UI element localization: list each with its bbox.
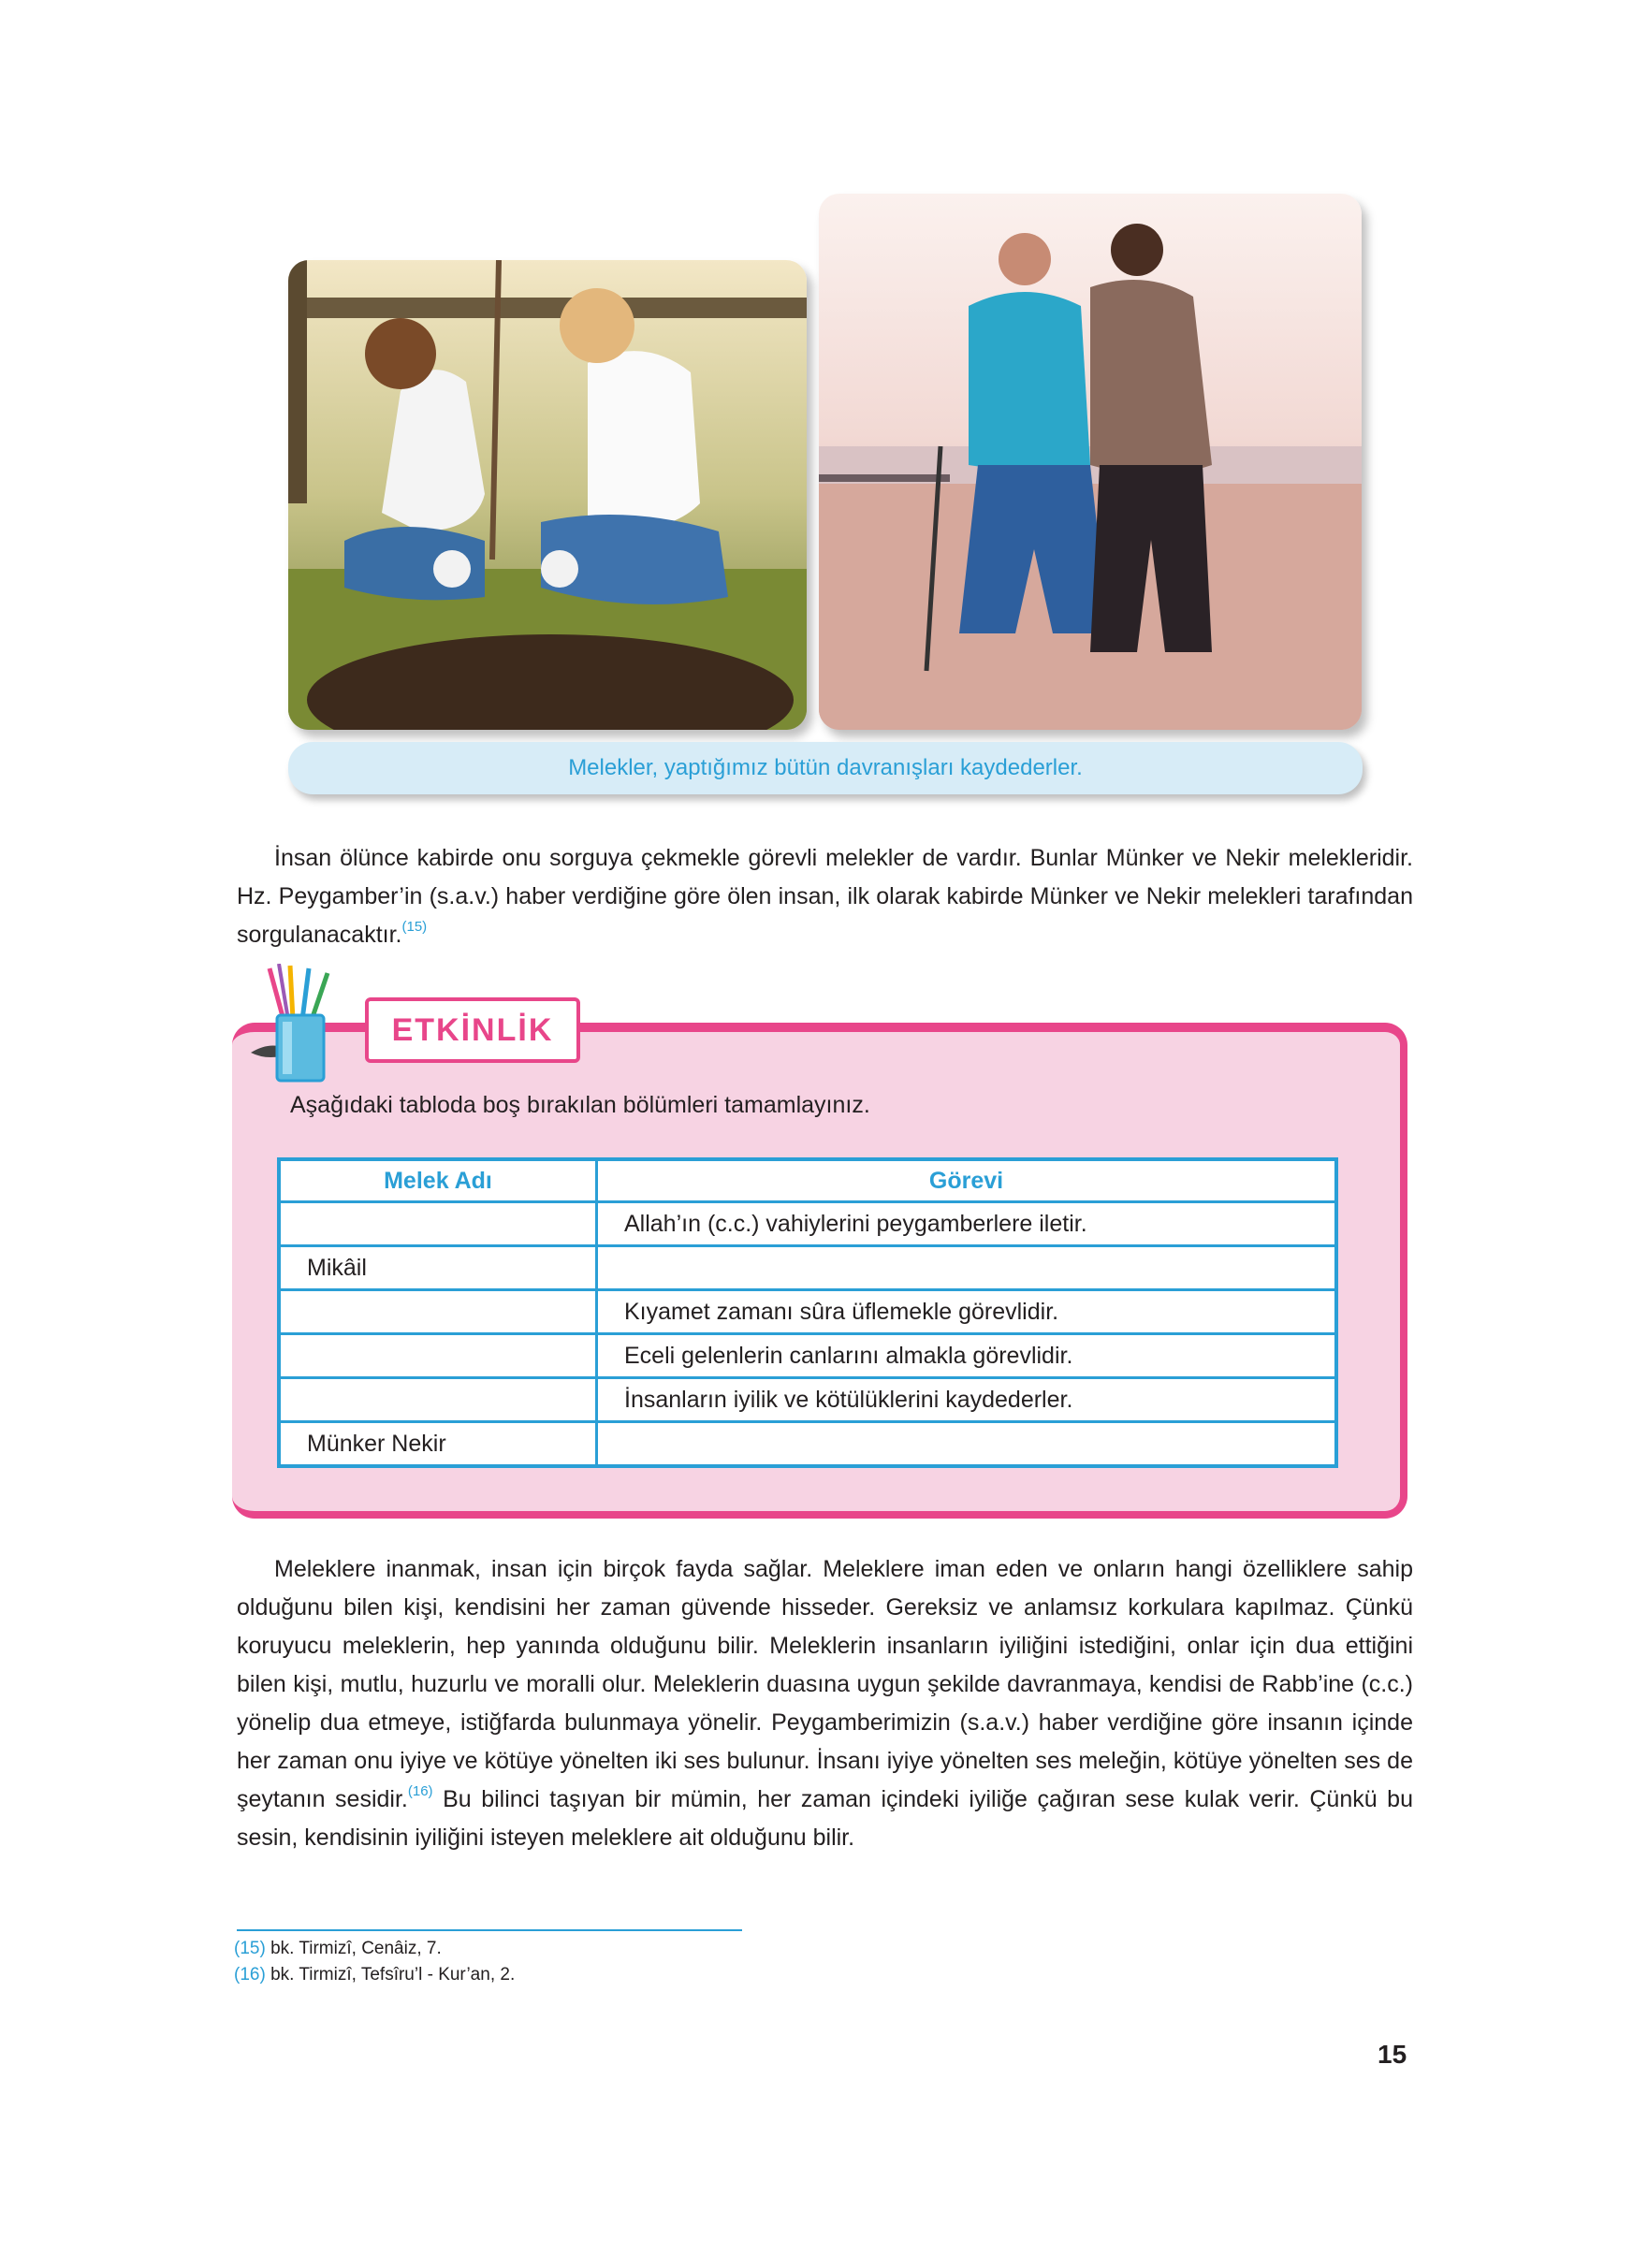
pencil-cup-icon — [241, 964, 354, 1085]
duty-cell[interactable]: Kıyamet zamanı sûra üflemekle görevlidir. — [597, 1290, 1337, 1334]
angel-name-cell[interactable] — [279, 1334, 597, 1378]
angel-name-cell[interactable]: Mikâil — [279, 1246, 597, 1290]
duty-cell[interactable] — [597, 1422, 1337, 1467]
table-row — [279, 1378, 1336, 1422]
table-row — [279, 1202, 1336, 1246]
footnote-number: (15) — [234, 1939, 266, 1958]
activity-title-tab — [365, 997, 580, 1063]
footnote-15 — [234, 1939, 442, 1959]
duty-cell[interactable]: Allah’ın (c.c.) vahiylerini peygamberlere iletir. — [597, 1202, 1337, 1246]
footnote-ref-15[interactable]: (15) — [401, 919, 428, 935]
paragraph-2-text-b: Bu bilinci taşıyan bir mümin, her zaman içindeki iyiliğe çağıran sese kulak verir. Çünkü bu sesin, kendisinin iyiliğini isteyen meleklere ait olduğunu bilir. — [237, 1786, 1413, 1851]
activity-instruction: Aşağıdaki tabloda boş bırakılan bölümleri tamamlayınız. — [290, 1092, 870, 1118]
table-row — [279, 1290, 1336, 1334]
angel-name-cell[interactable] — [279, 1290, 597, 1334]
footnote-number: (16) — [234, 1965, 266, 1985]
column-header-angel-name: Melek Adı — [279, 1159, 597, 1202]
footnote-divider — [237, 1929, 742, 1931]
column-header-duty: Görevi — [597, 1159, 1337, 1202]
paragraph-1 — [237, 839, 1413, 954]
footnote-16 — [234, 1965, 515, 1985]
angel-name-cell[interactable] — [279, 1378, 597, 1422]
duty-cell[interactable] — [597, 1246, 1337, 1290]
footnote-ref-16[interactable]: (16) — [407, 1783, 433, 1799]
duty-cell[interactable]: İnsanların iyilik ve kötülüklerini kaydederler. — [597, 1378, 1337, 1422]
footnote-text: bk. Tirmizî, Cenâiz, 7. — [265, 1939, 442, 1958]
duty-cell[interactable]: Eceli gelenlerin canlarını almakla görevlidir. — [597, 1334, 1337, 1378]
helping-elderly-man-walk-photo — [819, 194, 1362, 730]
activity-title: ETKİNLİK — [391, 1011, 554, 1048]
paragraph-2-text-a: Meleklere inanmak, insan için birçok fayda sağlar. Meleklere iman eden ve onların hangi özelliklere sahip olduğunu bilen kişi, kendisini her zaman güvende hisseder. Gereksiz ve anlamsız korkulara kapılmaz. Çünkü koruyucu meleklerin, hep yanında olduğunu bilir. Meleklerin insanların iyiliğini istediğini, onlar için dua ettiğini bilen kişi, mutlu, huzurlu ve moralli olur. Meleklerin duasına uygun şekilde davranmaya, kendisi de Rabb’ine (c.c.) yönelip dua etmeye, istiğfarda bulunmaya yönelir. Peygamberimizin (s.a.v.) haber verdiğine göre insanın içinde her zaman onu iyiye ve kötüye yönelten iki ses bulunur. İnsanı iyiye yönelten ses meleğin, kötüye yönelten ses de şeytanın sesidir. — [237, 1556, 1413, 1812]
page-number: 15 — [1378, 2040, 1407, 2069]
table-row — [279, 1246, 1336, 1290]
footnote-text: bk. Tirmizî, Tefsîru’l - Kur’an, 2. — [265, 1965, 516, 1985]
angel-name-cell[interactable]: Münker Nekir — [279, 1422, 597, 1467]
photo-caption: Melekler, yaptığımız bütün davranışları kaydederler. — [568, 755, 1083, 780]
table-header-row — [279, 1159, 1336, 1202]
table-row — [279, 1334, 1336, 1378]
paragraph-2 — [237, 1550, 1413, 1857]
angel-name-cell[interactable] — [279, 1202, 597, 1246]
table-row — [279, 1422, 1336, 1467]
photo-caption-bar — [288, 742, 1363, 794]
children-planting-tree-photo — [288, 260, 807, 730]
paragraph-1-text: İnsan ölünce kabirde onu sorguya çekmekle görevli melekler de vardır. Bunlar Münker ve Nekir melekleridir. Hz. Peygamber’in (s.a.v.) haber verdiğine göre ölen insan, ilk olarak kabirde Münker ve Nekir melekleri tarafından sorgulanacaktır. — [237, 845, 1413, 948]
angel-duties-table — [277, 1157, 1338, 1468]
